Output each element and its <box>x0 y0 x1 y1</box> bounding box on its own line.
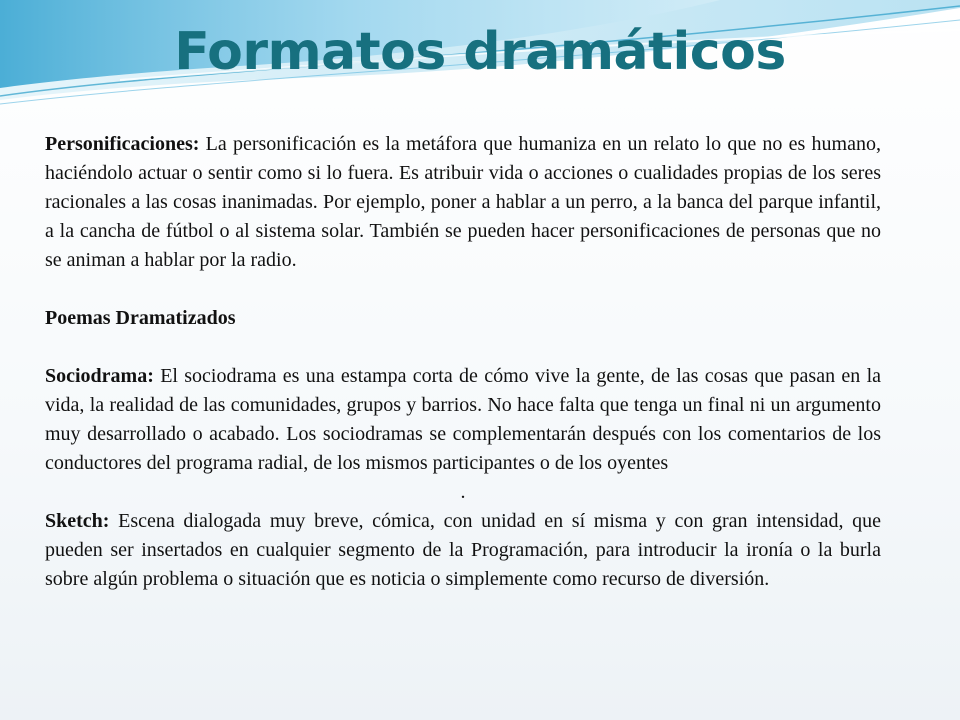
slide-body <box>45 130 881 594</box>
term-poemas-dramatizados: Poemas Dramatizados <box>45 307 236 329</box>
term-personificaciones: Personificaciones: <box>45 133 200 155</box>
separator-dot: . <box>460 481 466 503</box>
slide-title: Formatos dramáticos <box>174 22 786 82</box>
text-sociodrama: El sociodrama es una estampa corta de cómo vive la gente, de las cosas que pasan en la vida, la realidad de las comunidades, grupos y barrios. No hace falta que tenga un final ni un argumento muy desarrollado o acabado. Los sociodramas se complementarán después con los comentarios de los conductores del programa radial, de los mismos participantes o de los oyentes <box>45 365 881 474</box>
paragraph-personificaciones <box>45 130 881 275</box>
paragraph-sketch <box>45 507 881 594</box>
paragraph-sociodrama <box>45 362 881 478</box>
spacer <box>45 275 881 304</box>
term-sketch: Sketch: <box>45 510 110 532</box>
text-sketch: Escena dialogada muy breve, cómica, con unidad en sí misma y con gran intensidad, que pueden ser insertados en cualquier segmento de la Programación, para introducir la ironía o la burla sobre algún problema o situación que es noticia o simplemente como recurso de diversión. <box>45 510 881 590</box>
spacer <box>45 333 881 362</box>
term-sociodrama: Sociodrama: <box>45 365 154 387</box>
paragraph-poemas <box>45 304 881 333</box>
text-personificaciones: La personificación es la metáfora que humaniza en un relato lo que no es humano, haciéndolo actuar o sentir como si lo fuera. Es atribuir vida o acciones o cualidades propias de los seres racionales a las cosas inanimadas. Por ejemplo, poner a hablar a un perro, a la banca del parque infantil, a la cancha de fútbol o al sistema solar. También se pueden hacer personificaciones de personas que no se animan a hablar por la radio. <box>45 133 881 271</box>
